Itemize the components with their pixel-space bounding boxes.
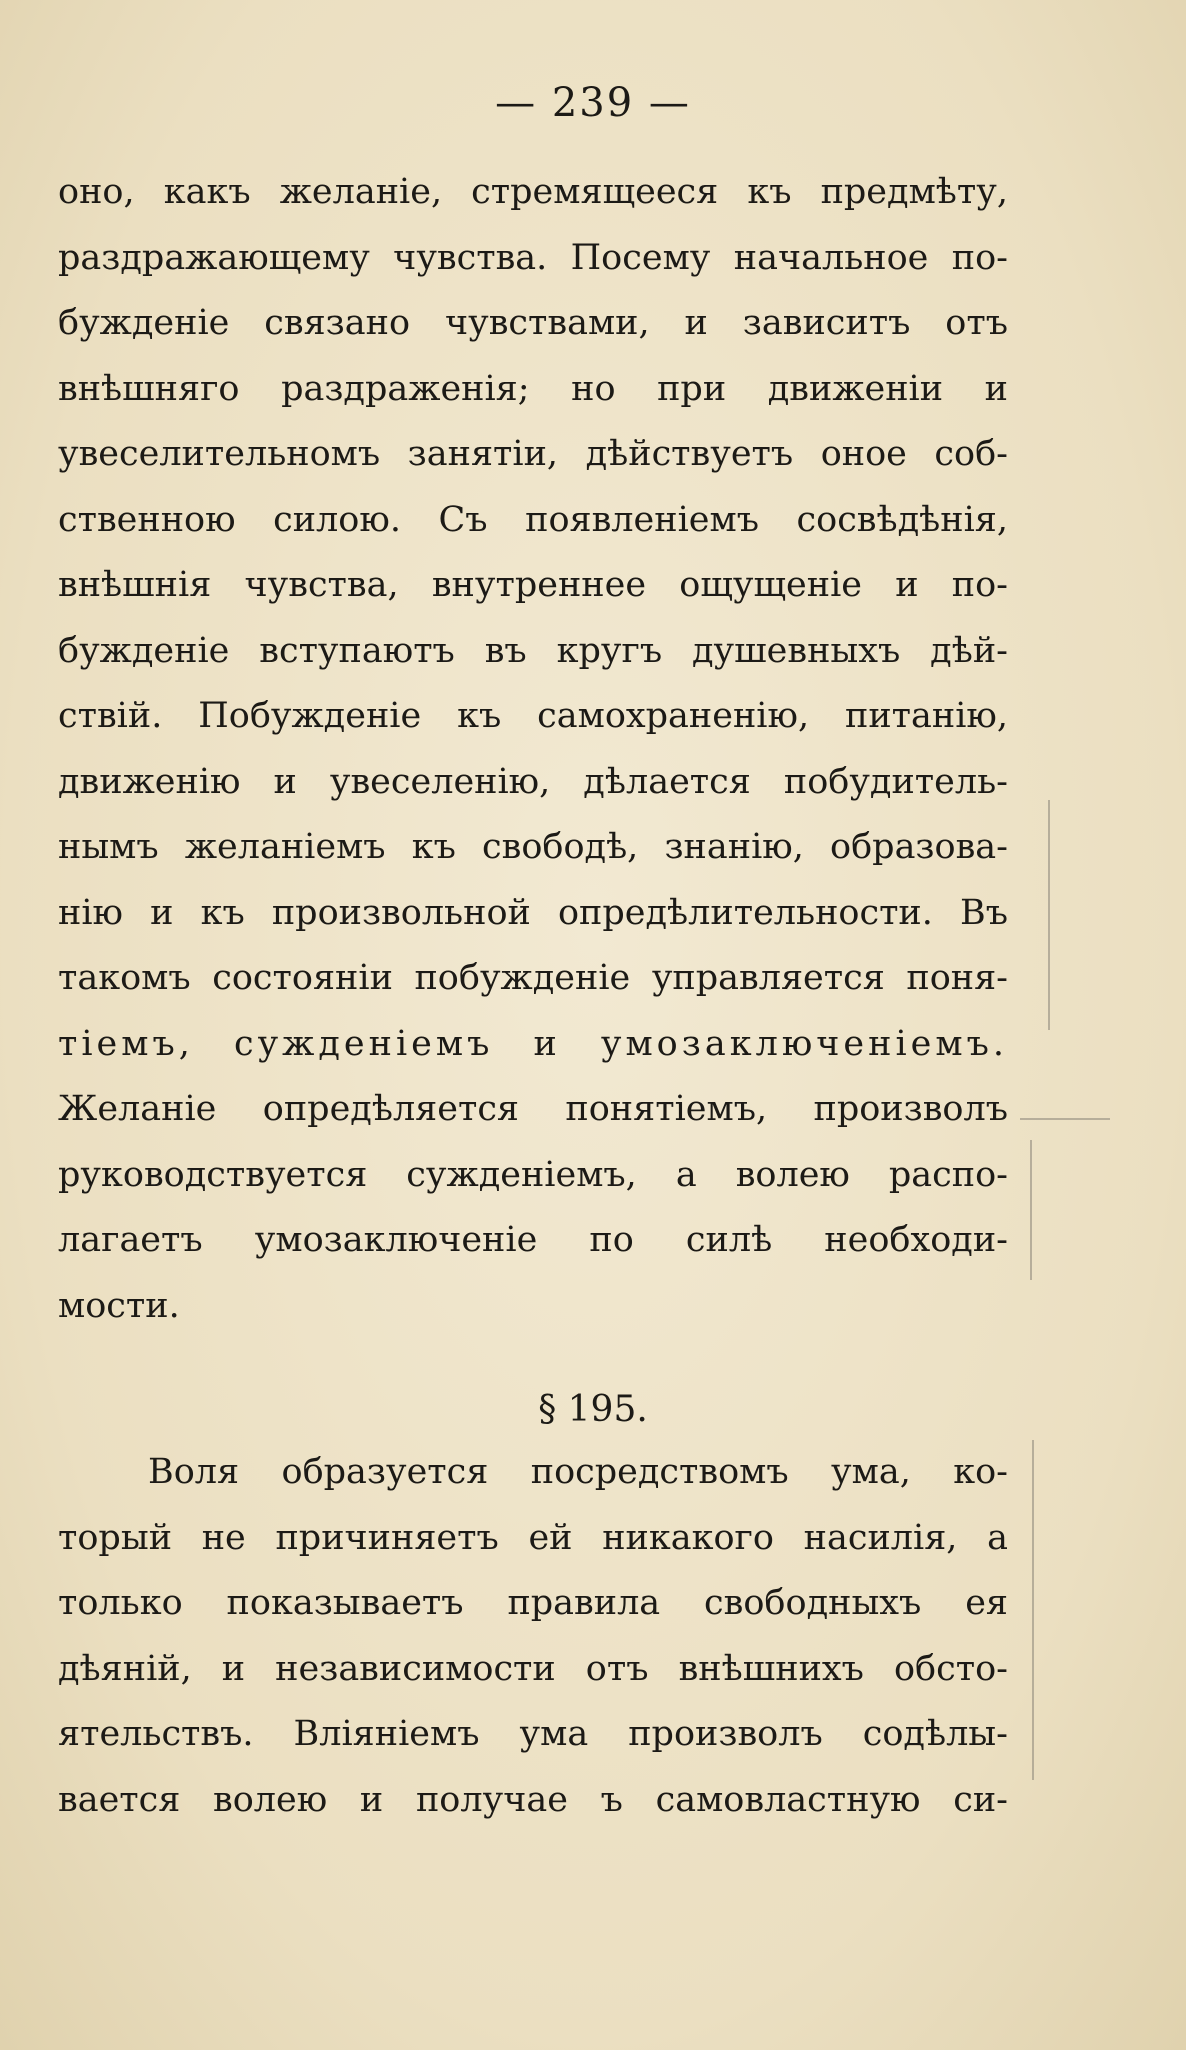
text-line: нымъ желаніемъ къ свободѣ, знанію, образова- <box>58 827 1008 867</box>
text-line: ственною силою. Съ появленіемъ сосвѣдѣнія, <box>58 499 1008 540</box>
text-line: внѣшняго раздраженія; но при движеніи и <box>58 368 1008 409</box>
margin-mark <box>1048 800 1050 1030</box>
paragraph-2 <box>58 1440 1008 1833</box>
text-line: оно, какъ желаніе, стремящееся къ предмѣту, <box>58 172 1008 212</box>
text-line: Воля образуется посредствомъ ума, ко- <box>148 1452 1008 1492</box>
text-line: раздражающему чувства. Посему начальное по- <box>58 237 1008 278</box>
text-line: лагаетъ умозаключеніе по силѣ необходи- <box>58 1220 1008 1260</box>
text-line: вается волею и получае ъ самовластную си- <box>58 1779 1008 1820</box>
margin-mark <box>1030 1140 1032 1280</box>
text-line: Желаніе опредѣляется понятіемъ, произволъ <box>58 1089 1008 1129</box>
text-line: движенію и увеселенію, дѣлается побудитель- <box>58 761 1008 802</box>
text-line: мости. <box>58 1285 180 1326</box>
text-line: такомъ состояніи побужденіе управляется поня- <box>58 958 1008 998</box>
text-line: нію и къ произвольной опредѣлительности. Въ <box>58 892 1008 933</box>
margin-mark <box>1020 1118 1110 1120</box>
text-line: дѣяній, и независимости отъ внѣшнихъ обсто- <box>58 1648 1008 1689</box>
page-number: — 239 — <box>495 80 691 126</box>
text-line: торый не причиняетъ ей никакого насилія, а <box>58 1517 1008 1558</box>
text-line: бужденіе вступаютъ въ кругъ душевныхъ дѣй- <box>58 630 1008 671</box>
paragraph-1 <box>58 160 1008 1339</box>
text-line: тіемъ, сужденіемъ и умозаключеніемъ. <box>58 1023 1008 1064</box>
section-heading: § 195. <box>538 1389 648 1430</box>
text-line: руководствуется сужденіемъ, а волею распо- <box>58 1154 1008 1195</box>
text-line: увеселительномъ занятіи, дѣйствуетъ оное соб- <box>58 434 1008 474</box>
text-line: только показываетъ правила свободныхъ ея <box>58 1583 1008 1623</box>
text-line: ствій. Побужденіе къ самохраненію, питанію, <box>58 696 1008 736</box>
margin-mark <box>1032 1440 1034 1780</box>
text-line: бужденіе связано чувствами, и зависитъ отъ <box>58 303 1008 343</box>
text-line: ятельствъ. Вліяніемъ ума произволъ содѣлы- <box>58 1714 1008 1754</box>
text-line: внѣшнія чувства, внутреннее ощущеніе и по- <box>58 565 1008 605</box>
